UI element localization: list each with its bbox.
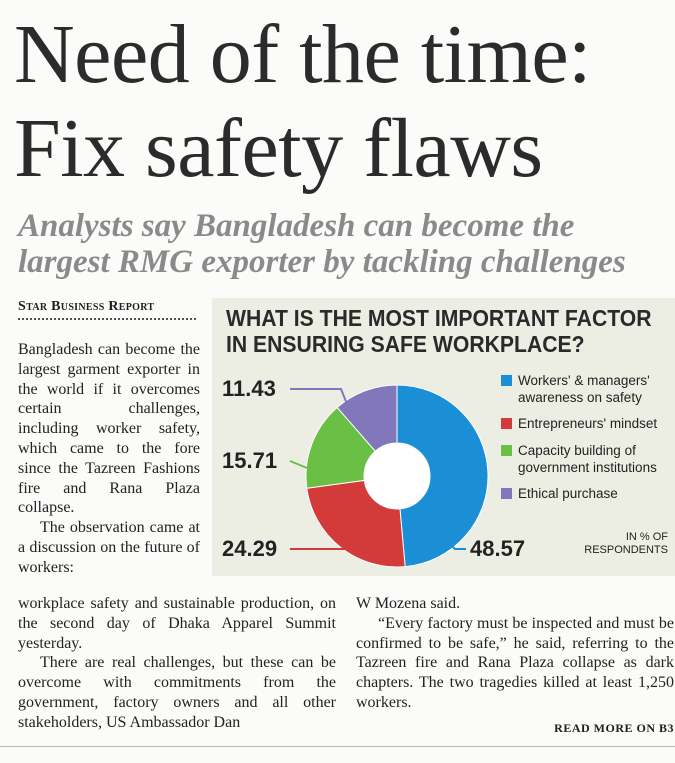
value-label: 15.71 — [222, 448, 278, 473]
article-paragraph: The observation came at a discussion on the future of workers: — [18, 519, 200, 576]
value-label: 24.29 — [222, 536, 278, 561]
value-leader-line — [290, 461, 307, 468]
legend-swatch — [501, 375, 512, 386]
legend-swatch — [501, 488, 512, 499]
article-paragraph: W Mozena said. — [356, 595, 461, 612]
legend-swatch — [501, 445, 512, 456]
infographic-box — [212, 298, 675, 576]
article-paragraph: workplace safety and sustainable production, on the second day of Dhaka Apparel Summit yesterday. — [18, 595, 336, 652]
chart-unit-note — [572, 531, 668, 557]
legend-label: Ethical purchase — [518, 486, 618, 501]
byline: Star Business Report — [18, 299, 155, 314]
subheadline-line-1: Analysts say Bangladesh can become the — [18, 208, 575, 244]
legend-label: Entrepreneurs' mindset — [518, 416, 658, 431]
subheadline-line-2: largest RMG exporter by tackling challenges — [18, 244, 626, 280]
subheadline — [18, 208, 673, 280]
headline-line-2: Fix safety flaws — [14, 102, 543, 195]
legend-label: Workers' & managers' — [518, 373, 650, 388]
headline-line-1: Need of the time: — [14, 8, 591, 101]
chart-unit-line-2: RESPONDENTS — [584, 544, 668, 556]
article-paragraph: “Every factory must be inspected and must be confirmed to be safe,” he said, referring to the Tazreen fire and Rana Plaza collapse as dark chapters. The two tragedies killed at least 1,250 workers. — [356, 614, 674, 711]
article-column-1 — [18, 340, 200, 578]
legend-label: awareness on safety — [518, 390, 642, 405]
article-column-2 — [18, 594, 336, 733]
value-label: 11.43 — [222, 376, 276, 401]
value-label: 48.57 — [470, 536, 526, 561]
legend-label: government institutions — [518, 460, 657, 475]
article-column-3 — [356, 594, 674, 713]
legend-label: Capacity building of — [518, 443, 636, 458]
chart-title-line-1: WHAT IS THE MOST IMPORTANT FACTOR — [226, 305, 652, 331]
article-paragraph: Bangladesh can become the largest garment exporter in the world if it overcomes certain challenges, including worker safety, which came to the fore since the Tazreen Fashions fire and Rana Plaza collapse. — [18, 341, 200, 517]
article-paragraph: There are real challenges, but these can be overcome with commitments from the government, factory owners and all other stakeholders, US Ambassador Dan — [18, 654, 336, 731]
chart-unit-line-1: IN % OF — [625, 531, 668, 543]
legend-swatch — [501, 418, 512, 429]
headline — [14, 8, 674, 196]
byline-divider — [18, 318, 196, 320]
read-more-link[interactable]: READ MORE ON B3 — [554, 721, 674, 735]
donut-hole — [365, 444, 430, 509]
chart-title-line-2: IN ENSURING SAFE WORKPLACE? — [226, 331, 585, 357]
page-bottom-rule — [0, 746, 675, 747]
value-leader-line — [290, 389, 347, 404]
